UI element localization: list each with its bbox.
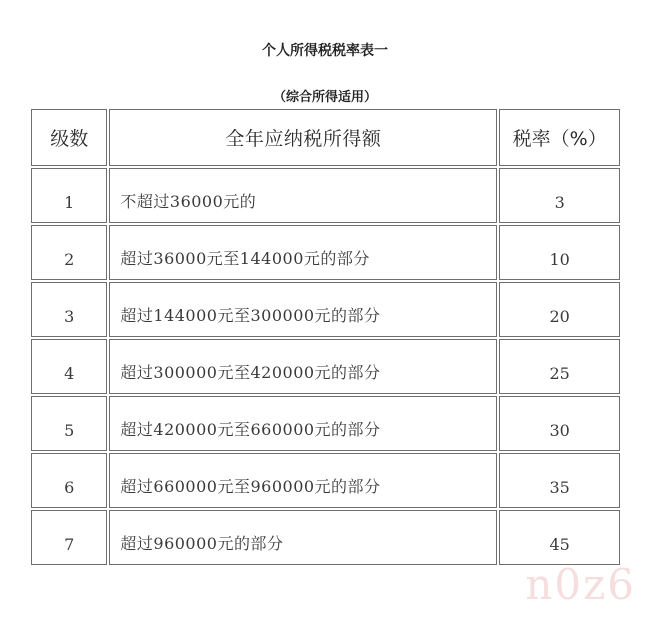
cell-level: 1 xyxy=(31,168,107,223)
header-taxable-income: 全年应纳税所得额 xyxy=(109,109,497,166)
table-row xyxy=(31,396,620,451)
cell-range: 超过420000元至660000元的部分 xyxy=(109,396,497,451)
cell-level: 2 xyxy=(31,225,107,280)
table-row xyxy=(31,282,620,337)
table-row xyxy=(31,510,620,565)
cell-rate: 35 xyxy=(499,453,620,508)
cell-range: 超过960000元的部分 xyxy=(109,510,497,565)
cell-rate: 45 xyxy=(499,510,620,565)
cell-range: 超过36000元至144000元的部分 xyxy=(109,225,497,280)
tax-rate-table xyxy=(29,107,622,567)
table-row xyxy=(31,453,620,508)
cell-level: 3 xyxy=(31,282,107,337)
cell-range: 超过144000元至300000元的部分 xyxy=(109,282,497,337)
document-title: 个人所得税税率表一 xyxy=(262,43,388,59)
cell-rate: 10 xyxy=(499,225,620,280)
cell-rate: 25 xyxy=(499,339,620,394)
cell-level: 7 xyxy=(31,510,107,565)
cell-level: 4 xyxy=(31,339,107,394)
header-tax-rate: 税率（%） xyxy=(499,109,620,166)
cell-rate: 3 xyxy=(499,168,620,223)
document-subtitle: （综合所得适用） xyxy=(272,90,377,105)
cell-range: 超过660000元至960000元的部分 xyxy=(109,453,497,508)
cell-rate: 30 xyxy=(499,396,620,451)
table-row xyxy=(31,339,620,394)
header-level: 级数 xyxy=(31,109,107,166)
table-row xyxy=(31,225,620,280)
cell-range: 不超过36000元的 xyxy=(109,168,497,223)
table-row xyxy=(31,168,620,223)
table-header-row xyxy=(31,109,620,166)
cell-range: 超过300000元至420000元的部分 xyxy=(109,339,497,394)
cell-rate: 20 xyxy=(499,282,620,337)
cell-level: 5 xyxy=(31,396,107,451)
watermark: n0z6 xyxy=(525,560,636,609)
cell-level: 6 xyxy=(31,453,107,508)
